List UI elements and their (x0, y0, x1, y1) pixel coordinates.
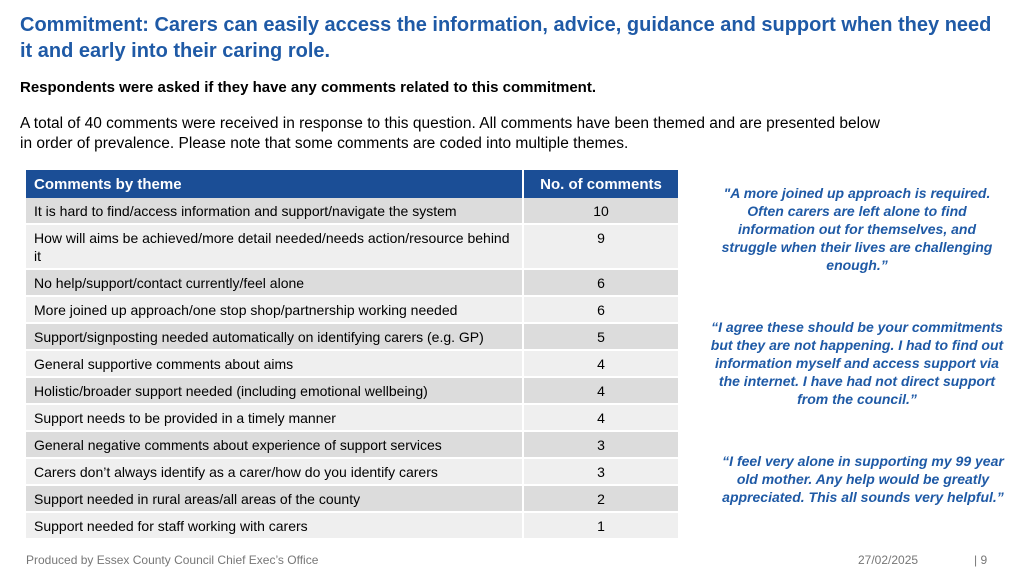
count-cell: 4 (523, 404, 678, 431)
table-row (26, 377, 678, 404)
table-row (26, 296, 678, 323)
intro-paragraph: A total of 40 comments were received in response to this question. All comments have been themed and are presented below in order of prevalence. Please note that some comments are coded into multiple themes. (20, 115, 880, 152)
table-row (26, 269, 678, 296)
count-cell: 2 (523, 485, 678, 512)
footer-date: 27/02/2025 (858, 553, 919, 567)
page-title: Commitment: Carers can easily access the information, advice, guidance and support when they need it and early into their caring role. (20, 14, 992, 62)
theme-cell: Support needs to be provided in a timely manner (26, 404, 523, 431)
quote-commitments-not-happening: “I agree these should be your commitments but they are not happening. I had to find out information myself and access support via the internet. I have had not direct support from the council.” (710, 319, 1004, 407)
count-cell: 4 (523, 377, 678, 404)
footer-source: Produced by Essex County Council Chief Exec’s Office (26, 553, 319, 567)
count-cell: 4 (523, 350, 678, 377)
count-cell: 1 (523, 512, 678, 539)
table-row (26, 512, 678, 539)
theme-cell: Support/signposting needed automatically on identifying carers (e.g. GP) (26, 323, 523, 350)
count-cell: 3 (523, 458, 678, 485)
theme-cell: Carers don’t always identify as a carer/how do you identify carers (26, 458, 523, 485)
table-row (26, 404, 678, 431)
count-cell: 3 (523, 431, 678, 458)
quote-joined-up-approach: "A more joined up approach is required. Often carers are left alone to find information out for themselves, and struggle when their lives are challenging enough.” (721, 185, 993, 273)
table-header-row (26, 170, 678, 198)
table-row (26, 350, 678, 377)
page-number: | 9 (974, 553, 988, 567)
theme-column-header: Comments by theme (26, 170, 523, 198)
theme-cell: How will aims be achieved/more detail needed/needs action/resource behind it (26, 224, 523, 269)
theme-cell: General supportive comments about aims (26, 350, 523, 377)
theme-cell: More joined up approach/one stop shop/partnership working needed (26, 296, 523, 323)
count-cell: 5 (523, 323, 678, 350)
theme-cell: Support needed in rural areas/all areas of the county (26, 485, 523, 512)
theme-cell: No help/support/contact currently/feel alone (26, 269, 523, 296)
question-subtitle: Respondents were asked if they have any comments related to this commitment. (20, 79, 596, 96)
table-row (26, 198, 678, 224)
count-column-header: No. of comments (523, 170, 678, 198)
table-row (26, 431, 678, 458)
quote-feel-alone: “I feel very alone in supporting my 99 year old mother. Any help would be greatly appreciated. This all sounds very helpful.” (722, 453, 1004, 505)
table-row (26, 458, 678, 485)
themes-table (26, 170, 678, 540)
table-row (26, 323, 678, 350)
count-cell: 6 (523, 296, 678, 323)
count-cell: 9 (523, 224, 678, 269)
theme-cell: General negative comments about experience of support services (26, 431, 523, 458)
count-cell: 10 (523, 198, 678, 224)
count-cell: 6 (523, 269, 678, 296)
table-row (26, 224, 678, 269)
theme-cell: Support needed for staff working with carers (26, 512, 523, 539)
theme-cell: It is hard to find/access information and support/navigate the system (26, 198, 523, 224)
table-row (26, 485, 678, 512)
theme-cell: Holistic/broader support needed (including emotional wellbeing) (26, 377, 523, 404)
